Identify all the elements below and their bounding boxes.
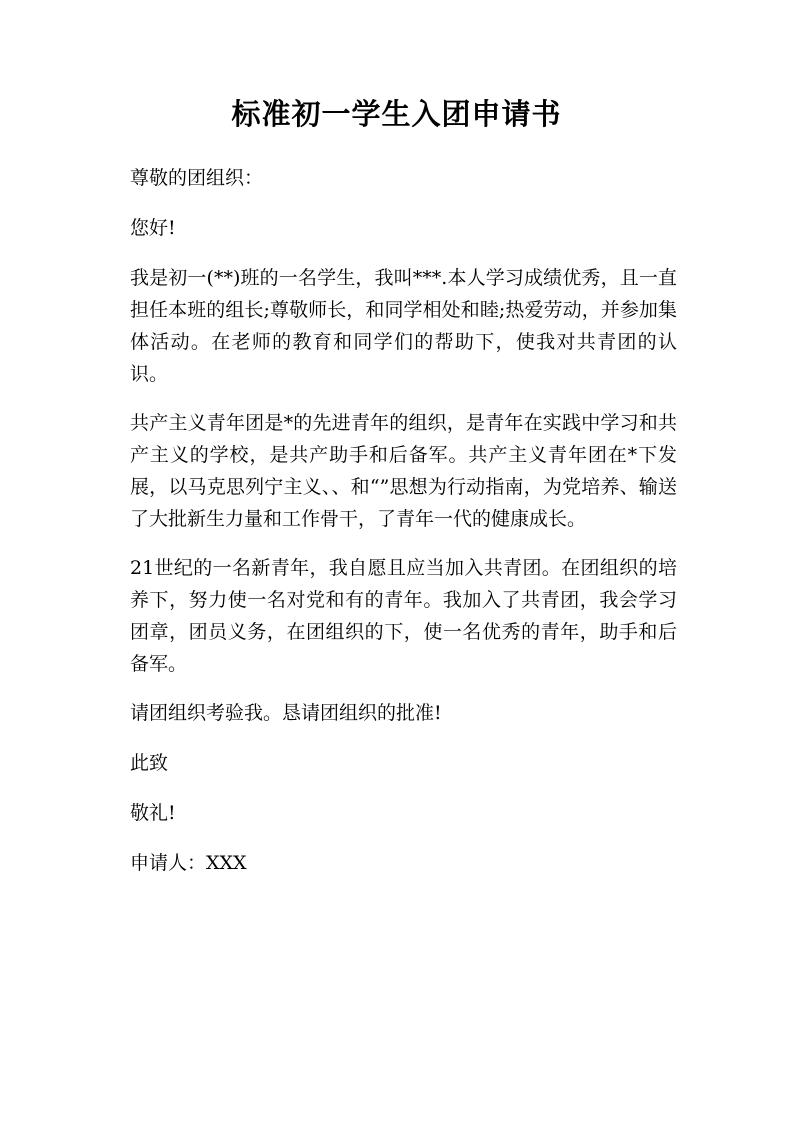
paragraph-commitment: 21世纪的一名新青年，我自愿且应当加入共青团。在团组织的培养下，努力使一名对党和有的青年。我加入了共青团，我会学习团章，团员义务，在团组织的下，使一名优秀的青年，助手和后备军。 bbox=[130, 557, 677, 675]
paragraph-request: 请团组织考验我。恳请团组织的批准! bbox=[130, 702, 442, 724]
greeting: 您好! bbox=[130, 217, 176, 239]
document-body bbox=[120, 162, 677, 897]
paragraph-introduction: 我是初一(**)班的一名学生，我叫***.本人学习成绩优秀，且一直担任本班的组长;尊敬师长，和同学相处和睦;热爱劳动，并参加集体活动。在老师的教育和同学们的帮助下，使我对共青团的认识。 bbox=[130, 267, 677, 385]
regards: 敬礼! bbox=[130, 802, 176, 824]
document-title: 标准初一学生入团申请书 bbox=[231, 97, 562, 131]
salutation: 尊敬的团组织： bbox=[130, 167, 264, 189]
paragraph-league-description: 共产主义青年团是*的先进青年的组织，是青年在实践中学习和共产主义的学校，是共产助手和后备军。共产主义青年团在*下发展，以马克思列宁主义、、和“”思想为行动指南，为党培养、输送了大批新生力量和工作骨干，了青年一代的健康成长。 bbox=[130, 412, 677, 530]
closing: 此致 bbox=[130, 752, 169, 774]
signature: 申请人：XXX bbox=[130, 852, 247, 874]
